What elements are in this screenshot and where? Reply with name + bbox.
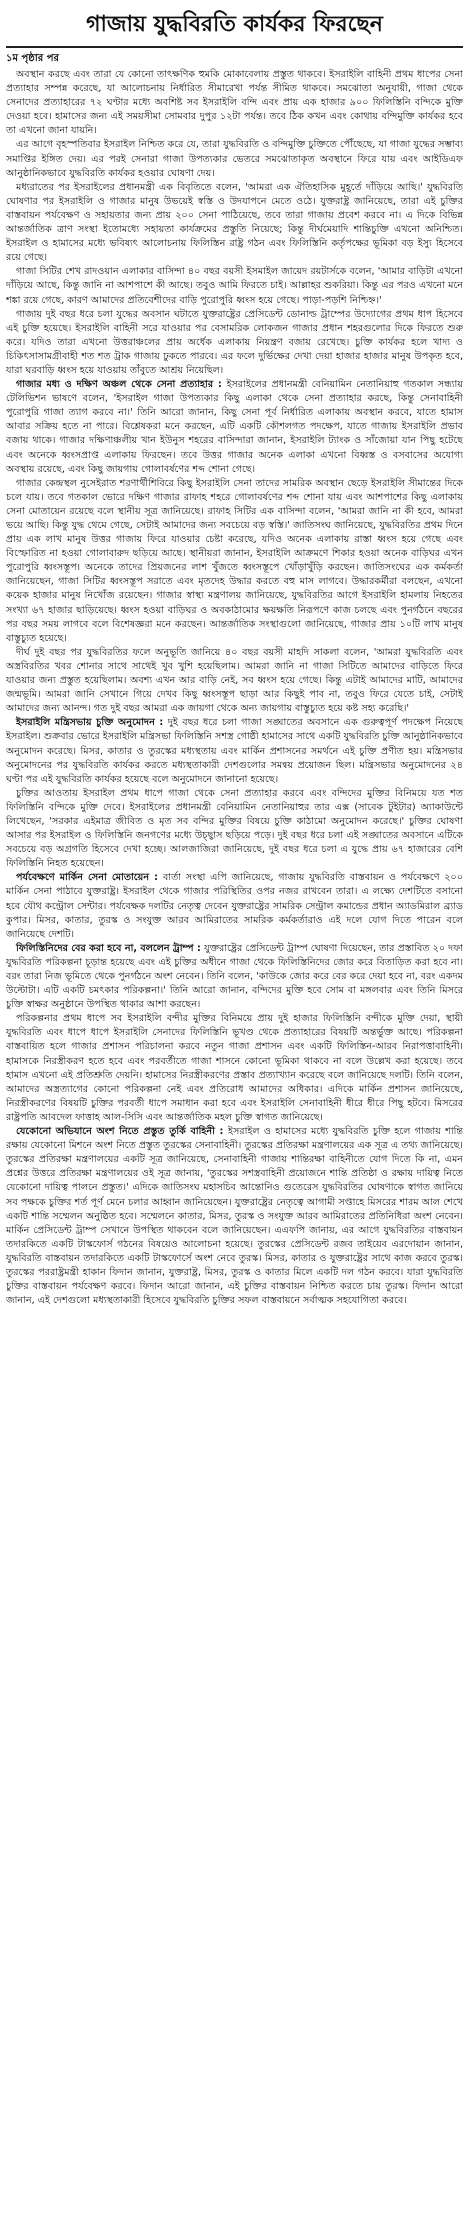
article-paragraph xyxy=(6,716,463,786)
section-subheading: ইসরাইলি মন্ত্রিসভায় চুক্তি অনুমোদন : xyxy=(16,717,168,729)
article-paragraph xyxy=(6,646,463,716)
article-paragraph xyxy=(6,1012,463,1125)
paragraph-text: চুক্তির আওতায় ইসরাইল প্রথম ধাপে গাজা থেকে সেনা প্রত্যাহার করবে এবং বন্দিদের মুক্তির বিনিময়ে যত শত ফিলিস্তিনি বন্দিকে মুক্তি দেবে। ইসরাইলের প্রধানমন্ত্রী বেনিয়ামিন নেতানিয়াহুর তার এক্স (সাবেক টুইটার) অ্যাকাউন্টে লিখেছেন, 'সরকার এইমাত্র জীবিত ও মৃত সব বন্দির মুক্তির বিষয়ে চুক্তি কাঠামো অনুমোদন করেছে।' চুক্তির ঘোষণা আসার পর ইসরাইল ও ফিলিস্তিনি জনগণের মধ্যে উচ্ছ্বাস ছড়িয়ে পড়ে। দুই বছর ধরে চলা এই সঙ্ঘাতের অবসানে এটিকে সবচেয়ে বড় অগ্রগতি হিসেবে দেখা হচ্ছে। আলজাজিরা জানিয়েছে, দুই বছর ধরে চলা এ যুদ্ধে প্রায় ৬৭ হাজারের বেশি ফিলিস্তিনি নিহত হয়েছেন। xyxy=(6,787,463,870)
article-paragraph xyxy=(6,265,463,307)
continued-from-label: ১ম পৃষ্ঠার পর xyxy=(6,53,59,64)
paragraph-text: বার্তা সংস্থা এপি জানিয়েছে, গাজায় যুদ্ধবিরতি বাস্তবায়ন ও পর্যবেক্ষণে ২০০ মার্কিন সেনা পাঠাবে যুক্তরাষ্ট্র। ইসরাইল থেকে গাজার পরিস্থিতির ওপর নজর রাখবেন তারা। এ লক্ষ্যে দেশটিতে বসানো হবে যৌথ কন্ট্রোল সেন্টার। পর্যবেক্ষক দলটির নেতৃত্ব দেবেন যুক্তরাষ্ট্রের সামরিক সেন্ট্রাল কমান্ডের প্রধান অ্যাডমিরাল ব্র্যাড কুপার। মিসর, কাতার, তুরস্ক ও সংযুক্ত আরব আমিরাতের সামরিক কর্মকর্তারাও এই দলে যোগ দিতে পারেন বলে জানিয়েছে দেশটি। xyxy=(6,872,463,940)
section-subheading: গাজার মধ্য ও দক্ষিণ অঞ্চল থেকে সেনা প্রত্যাহার : xyxy=(16,379,227,391)
paragraph-text: ইসরাইল ও হামাসের মধ্যে যুদ্ধবিরতি চুক্তি হলে গাজায় শান্তি রক্ষায় যেকোনো মিশনে অংশ নিতে প্রস্তুত তুরস্কের সেনাবাহিনী। তুরস্কের প্রতিরক্ষা মন্ত্রণালয়ের এক সূত্র এ তথ্য জানিয়েছে। তুরস্কের প্রতিরক্ষা মন্ত্রণালয়ের একটি সূত্র জানিয়েছে, সেনাবাহিনী গাজায় শান্তিরক্ষা বাহিনীতে যোগ দিতে কি না, এমন প্রশ্নের উত্তরে প্রতিরক্ষা মন্ত্রণালয়ের ওই সূত্র জানায়, 'তুরস্কের সশস্ত্রবাহিনী প্রয়োজনে শান্তি প্রতিষ্ঠা ও রক্ষায় দায়িত্ব নিতে যেকোনো দায়িত্ব পালনে প্রস্তুত।' এদিকে জাতিসংঘ মহাসচিব আন্তোনিও গুতেরেস যুদ্ধবিরতির ঘোষণাকে স্বাগত জানিয়ে সব পক্ষকে চুক্তির শর্ত পূর্ণ মেনে চলার আহ্বান জানিয়েছেন। যুক্তরাষ্ট্রের নেতৃত্বে আগামী সপ্তাহে মিসরের শারম আল শেখে একটি শান্তি সম্মেলন অনুষ্ঠিত হবে। সম্মেলনে কাতার, মিসর, তুরস্ক ও সংযুক্ত আরব আমিরাতের প্রতিনিধিরা অংশ নেবেন। মার্কিন প্রেসিডেন্ট ট্রাম্প সেখানে উপস্থিত থাকবেন বলে জানিয়েছেন। এএফপি জানায়, এর আগে যুদ্ধবিরতির বাস্তবায়ন তদারকিতে একটি টাস্কফোর্স গঠনের বিষয়েও আলোচনা হয়েছে। তুরস্কের প্রেসিডেন্ট রজব তাইয়েব এরদোয়ান জানান, যুদ্ধবিরতি বাস্তবায়ন তদারকিতে একটি টাস্কফোর্সে অংশ নেবে তুরস্ক। মিসর, কাতার ও যুক্তরাষ্ট্রের সাথে কাজ করবে তুরস্ক। তুরস্কের পররাষ্ট্রমন্ত্রী হাকান ফিদান জানান, যুক্তরাষ্ট্র, মিসর, তুরস্ক ও কাতার মিলে একটি দল গঠন করবে। যারা যুদ্ধবিরতি চুক্তির বাস্তবায়ন পর্যবেক্ষণ করবে। ফিদান আরো জানান, এই চুক্তির বাস্তবায়ন নিশ্চিত করতে চায় তুরস্ক। ফিদান আরো জানান, এই দেশগুলো মধ্যস্থতাকারী হিসেবে যুদ্ধবিরতি চুক্তির সফল বাস্তবায়নে সর্বাত্মক সহযোগিতা করবে। xyxy=(6,1126,463,1307)
article-paragraph xyxy=(6,871,463,941)
article-paragraph xyxy=(6,308,463,378)
section-subheading: পর্যবেক্ষণে মার্কিন সেনা মোতায়েন : xyxy=(16,872,163,884)
section-subheading: ফিলিস্তিনিদের বের করা হবে না, বললেন ট্রাম্প : xyxy=(16,942,205,954)
article-paragraph xyxy=(6,138,463,180)
article-paragraph xyxy=(6,787,463,872)
article-paragraph xyxy=(6,477,463,646)
article-paragraph xyxy=(6,181,463,266)
article-paragraph xyxy=(6,68,463,138)
paragraph-text: দুই বছর ধরে চলা গাজা সঙ্ঘাতের অবসানে এক গুরুত্বপূর্ণ পদক্ষেপ নিয়েছে ইসরাইল। শুক্রবার ভোরে ইসরাইলি মন্ত্রিসভা ফিলিস্তিনি সশস্ত্র গোষ্ঠী হামাসের সাথে একটি যুদ্ধবিরতি চুক্তি আনুষ্ঠানিকভাবে অনুমোদন করেছে। মিসর, কাতার ও তুরস্কের মধ্যস্থতায় এবং মার্কিন প্রশাসনের সমর্থনে এই চুক্তি প্রণীত হয়। মন্ত্রিসভার অনুমোদনের পর যুদ্ধবিরতি কার্যকর করতে মধ্যস্থতাকারী দেশগুলোর সমন্বয় প্রয়োজন ছিল। মন্ত্রিসভার অনুমোদনের ২৪ ঘণ্টা পর এই যুদ্ধবিরতি কার্যকর হয়েছে বলে অনুমোদনে জানানো হয়েছে। xyxy=(6,717,463,785)
article-paragraph xyxy=(6,378,463,477)
paragraph-text: দীর্ঘ দুই বছর পর যুদ্ধবিরতির ফলে অনুভূতি জানিয়ে ৪০ বছর বয়সী মাহদি সাকলা বলেন, 'আমরা যুদ্ধবিরতি এবং অস্ত্রবিরতির খবর শোনার সাথে সাথেই খুব খুশি হয়েছিলাম। আমরা জানি না গাজা সিটিতে আমাদের বাড়িতে ফিরে যাওয়ার জন্য প্রস্তুত হয়েছিলাম। অবশ্য এখন আর বাড়ি নেই, সব ধ্বংস হয়ে গেছে। কিন্তু এটাই আমাদের মাটি, আমাদের জন্মভূমি। আমরা জানি সেখানে গিয়ে দেখব কিছু ধ্বংসস্তূপ ছাড়া আর কিছুই পাব না, তবুও ফিরে যেতে চাই, সেটাই আমাদের জন্য আনন্দ। গত দুই বছর আমরা এক জায়গা থেকে অন্য জায়গায় বাস্তুচ্যুত হয়ে কষ্ট সহ্য করেছি।' xyxy=(6,646,463,715)
section-subheading: যেকোনো অভিযানে অংশ নিতে প্রস্তুত তুর্কি বাহিনী : xyxy=(16,1126,228,1138)
article-body xyxy=(6,68,463,2194)
paragraph-text: অবস্থান করছে এবং তারা যে কোনো তাৎক্ষণিক হুমকি মোকাবেলায় প্রস্তুত থাকবে। ইসরাইলি বাহিনী প্রথম ধাপের সেনা প্রত্যাহার সম্পন্ন করেছে, যা আলোচনায় নির্ধারিত সীমারেখা পর্যন্ত সীমিত থাকবে। সমঝোতা অনুযায়ী, গাজা থেকে সেনাদের প্রত্যাহারের ৭২ ঘণ্টার মধ্যে অবশিষ্ট সব ইসরাইলি বন্দি এবং প্রায় এক হাজার ৯০০ ফিলিস্তিনি বন্দিকে মুক্তি দেওয়া হবে। হামাসের জন্য এই সময়সীমা সোমবার দুপুর ১২টা পর্যন্ত। তবে ঠিক কখন এবং কোথায় বন্দিমুক্তি কার্যকর হবে তা এখনো জানা যায়নি। xyxy=(6,69,463,137)
paragraph-text: গাজায় দুই বছর ধরে চলা যুদ্ধের অবসান ঘটাতে যুক্তরাষ্ট্রের প্রেসিডেন্ট ডোনাল্ড ট্রাম্পের উদ্যোগের প্রথম ধাপ হিসেবে এই চুক্তি হয়েছে। ইসরাইলি বাহিনী সরে যাওয়ার পর বেসামরিক লোকজন গাজার প্রধান শহরগুলোর দিকে ফিরতে শুরু করে। যদিও তারা এখনো উত্তরাঞ্চলের প্রায় অর্ধেক এলাকায় নিয়ন্ত্রণ বজায় রেখেছে। চুক্তি কার্যকর হলে খাদ্য ও চিকিৎসাসামগ্রীবাহী শত শত ট্রাক গাজায় ঢুকতে পারবে। এর ফলে দুর্ভিক্ষের দেখা দেয়া হাজার হাজার মানুষ উপকৃত হবে, যারা ঘরবাড়ি ধ্বংস হয়ে যাওয়ায় তাঁবুতে আশ্রয় নিয়েছিল। xyxy=(6,308,463,376)
paragraph-text: এর আগে বৃহস্পতিবার ইসরাইল নিশ্চিত করে যে, তারা যুদ্ধবিরতি ও বন্দিমুক্তি চুক্তিতে পৌঁছেছে, যা গাজা যুদ্ধের সম্ভাব্য সমাপ্তির ইঙ্গিত দেয়। এর পরই সেনারা গাজা উপত্যকার ভেতরে সমঝোতাকৃত অবস্থানে ফিরে যায় এবং আইডিএফ আনুষ্ঠানিকভাবে যুদ্ধবিরতি কার্যকর হওয়ার ঘোষণা দেয়। xyxy=(6,139,463,179)
paragraph-text: গাজা সিটির শেখ রাদওয়ান এলাকার বাসিন্দা ৪০ বছর বয়সী ইসমাইল জায়েদ রয়টার্সকে বলেন, 'আমার বাড়িটা এখনো দাঁড়িয়ে আছে, কিন্তু জানি না আশপাশে কী আছে। তবুও আমি ফিরতে চাই। আল্লাহর শুকরিয়া। কিন্তু এর পরও এখনো মনে শঙ্কা রয়ে গেছে, কারণ আমাদের প্রতিবেশীদের বাড়ি পুরোপুরি ধ্বংস হয়ে গেছে। পাড়া-পড়শি নিশ্চিহ্ন।' xyxy=(6,266,463,306)
paragraph-text: গাজার কেন্দ্রস্থল নুসেইরাত শরণার্থীশিবিরে কিছু ইসরাইলি সেনা তাদের সামরিক অবস্থান ছেড়ে ইসরাইলি সীমান্তের দিকে চলে যায়। তবে গতকাল ভোরে দক্ষিণ গাজার রাফাহ শহরে গোলাবর্ষণের শব্দ শোনা যায় এবং আশপাশের কিছু এলাকায় সেনা মোতায়েন রয়েছে বলে স্থানীয় সূত্র জানিয়েছে। রাফাহ সিটির এক বাসিন্দা বলেন, 'আমরা জানি না কী হবে, আমরা ভয়ে আছি। কিন্তু যুদ্ধ থেমে গেছে, সেটাই আমাদের জন্য সবচেয়ে বড় স্বস্তি।' জাতিসংঘ জানিয়েছে, যুদ্ধবিরতির প্রথম দিনে প্রায় এক লাখ মানুষ উত্তর গাজায় ফিরে যাওয়ার চেষ্টা করেছে, যদিও অনেক এলাকায় রাস্তা ধ্বংস হয়ে গেছে এবং বিস্ফোরিত না হওয়া গোলাবারুদ ছড়িয়ে আছে। স্থানীয়রা জানান, ইসরাইলি আক্রমণে শিকার হওয়া অনেক বাড়িঘর এখন পুরোপুরি ধ্বংসস্তূপ। অনেকে তাদের প্রিয়জনের লাশ খুঁজতে ধ্বংসস্তূপে খোঁড়াখুঁড়ি করছেন। জাতিসংঘের এক কর্মকর্তা জানিয়েছেন, গাজা সিটির ধ্বংসস্তূপ সরাতে এবং মৃতদেহ উদ্ধার করতে বহু মাস লাগবে। উদ্ধারকর্মীরা বলছেন, এখনো কয়েক হাজার মানুষ নিখোঁজ রয়েছেন। গাজার স্বাস্থ্য মন্ত্রণালয় জানিয়েছে, যুদ্ধবিরতির আগে ইসরাইলি হামলায় নিহতের সংখ্যা ৬৭ হাজার ছাড়িয়েছে। ধ্বংস হওয়া বাড়িঘর ও অবকাঠামোর ক্ষয়ক্ষতি নিরূপণে কাজ চলছে এবং পুনর্গঠনে বছরের পর বছর সময় লাগবে বলে বিশেষজ্ঞরা মনে করছেন। আন্তর্জাতিক সংস্থাগুলো জানিয়েছে, গাজার প্রায় ১০টি লাখ মানুষ বাস্তুচ্যুত হয়েছে। xyxy=(6,477,463,644)
article-paragraph xyxy=(6,1125,463,1308)
article-headline: গাজায় যুদ্ধবিরতি কার্যকর ফিরছেন xyxy=(6,6,463,48)
paragraph-text: যুক্তরাষ্ট্রের প্রেসিডেন্ট ট্রাম্প ঘোষণা দিয়েছেন, তার প্রস্তাবিত ২০ দফা যুদ্ধবিরতি পরিকল্পনা চূড়ান্ত হয়েছে এবং এই চুক্তির অধীনে গাজা থেকে ফিলিস্তিনিদের জোর করে বিতাড়িত করা হবে না। বরং তারা নিজ ভূমিতে থেকে পুনর্গঠনে অংশ নেবেন। তিনি বলেন, 'কাউকে জোর করে বের করে দেয়া হবে না, বরং একদম উল্টোটা। এটি একটি চমৎকার পরিকল্পনা।' তিনি আরো জানান, বন্দিদের মুক্তি হবে সোম বা মঙ্গলবার এবং তিনি মিসরে চুক্তি স্বাক্ষর অনুষ্ঠানে উপস্থিত থাকার আশা করছেন। xyxy=(6,942,463,1011)
article-paragraph xyxy=(6,942,463,1012)
paragraph-text: পরিকল্পনার প্রথম ধাপে সব ইসরাইলি বন্দীর মুক্তির বিনিময়ে প্রায় দুই হাজার ফিলিস্তিনি বন্দীকে মুক্তি দেয়া, স্থায়ী যুদ্ধবিরতি এবং ধাপে ধাপে ইসরাইলি সেনাদের ফিলিস্তিনি ভূখণ্ড থেকে প্রত্যাহারের বিষয়টি অন্তর্ভুক্ত আছে। পরিকল্পনা বাস্তবায়িত হলে গাজার প্রশাসন পরিচালনা করবে নতুন গাজা প্রশাসন এবং একটি ফিলিস্তিন-আরব নিরাপত্তাবাহিনী। হামাসকে নিরস্ত্রীকরণ হতে হবে এবং পরবর্তীতে গাজা শাসনে কোনো ভূমিকা থাকবে না বলে উল্লেখ করা হয়েছে। তবে হামাস এখনো এই প্রতিশ্রুতি দেয়নি। হামাসের নিরস্ত্রীকরণের প্রস্তাব প্রত্যাখ্যান করেছে বলে জানিয়েছে দলটি। তিনি বলেন, আমাদের অস্ত্রত্যাগের কোনো পরিকল্পনা নেই এবং প্রতিরোধ আমাদের অধিকার। এদিকে মার্কিন প্রশাসন জানিয়েছে, নিরস্ত্রীকরণের বিষয়টি চুক্তির পরবর্তী ধাপে সমাধান করা হবে এবং ইসরাইলি সেনাবাহিনী ধীরে ধীরে পিছু হটবে। মিসরের রাষ্ট্রপতি আবদেল ফাত্তাহ আল-সিসি এবং আন্তর্জাতিক মহল চুক্তি স্বাগত জানিয়েছে। xyxy=(6,1013,463,1123)
paragraph-text: মধ্যরাতের পর ইসরাইলের প্রধানমন্ত্রী এক বিবৃতিতে বলেন, 'আমরা এক ঐতিহাসিক মুহূর্তে দাঁড়িয়ে আছি।' যুদ্ধবিরতি ঘোষণার পর ইসরাইলি ও গাজার মানুষ উভয়েই স্বস্তি ও উদযাপনে মেতে ওঠে। যুক্তরাষ্ট্র জানিয়েছে, তারা এই চুক্তির বাস্তবায়ন পর্যবেক্ষণ ও সহায়তার জন্য প্রায় ২০০ সেনা পাঠিয়েছে, তবে তারা গাজায় প্রবেশ করবে না। এ দিকে বিভিন্ন আন্তর্জাতিক ত্রাণ সংস্থা ইতোমধ্যে সহায়তা কার্যক্রমের প্রস্তুতি নিয়েছে; কিন্তু দীর্ঘমেয়াদি শান্তিচুক্তি এখনো অনিশ্চিত। ইসরাইল ও হামাসের মধ্যে ভবিষ্যৎ আলোচনায় ফিলিস্তিন রাষ্ট্র গঠন এবং ফিলিস্তিনি কর্তৃপক্ষের ভূমিকা বড় ইস্যু হিসেবে রয়ে গেছে। xyxy=(6,181,463,264)
paragraph-text: ইসরাইলের প্রধানমন্ত্রী বেনিয়ামিন নেতানিয়াহু গতকাল সন্ধ্যায় টেলিভিশন ভাষণে বলেন, 'ইসরাইল গাজা উপত্যকার কিছু এলাকা থেকে সেনা প্রত্যাহার করছে, কিন্তু সেনাবাহিনী পুরোপুরি গাজা ত্যাগ করবে না।' তিনি আরো জানান, কিছু সেনা পূর্ব নির্ধারিত এলাকায় অবস্থান করবে, যাতে হামাস আবার সক্রিয় হতে না পারে। বিশ্লেষকরা মনে করছেন, এটি একটি কৌশলগত পদক্ষেপ, যাতে গাজায় ইসরাইলি প্রভাব বজায় থাকে। গাজার দক্ষিণাঞ্চলীয় খান ইউনুস শহরের বাসিন্দারা জানান, ইসরাইলি ট্যাংক ও সাঁজোয়া যান পিছু হটেছে এবং অনেকে ধ্বংসপ্রাপ্ত এলাকায় ফিরছেন। তবে উত্তর গাজার অনেক এলাকা এখনো বিধ্বস্ত ও বসবাসের অযোগ্য অবস্থায় রয়েছে, এবং কিছু জায়গায় গোলাবর্ষণের শব্দ শোনা গেছে। xyxy=(6,379,463,475)
